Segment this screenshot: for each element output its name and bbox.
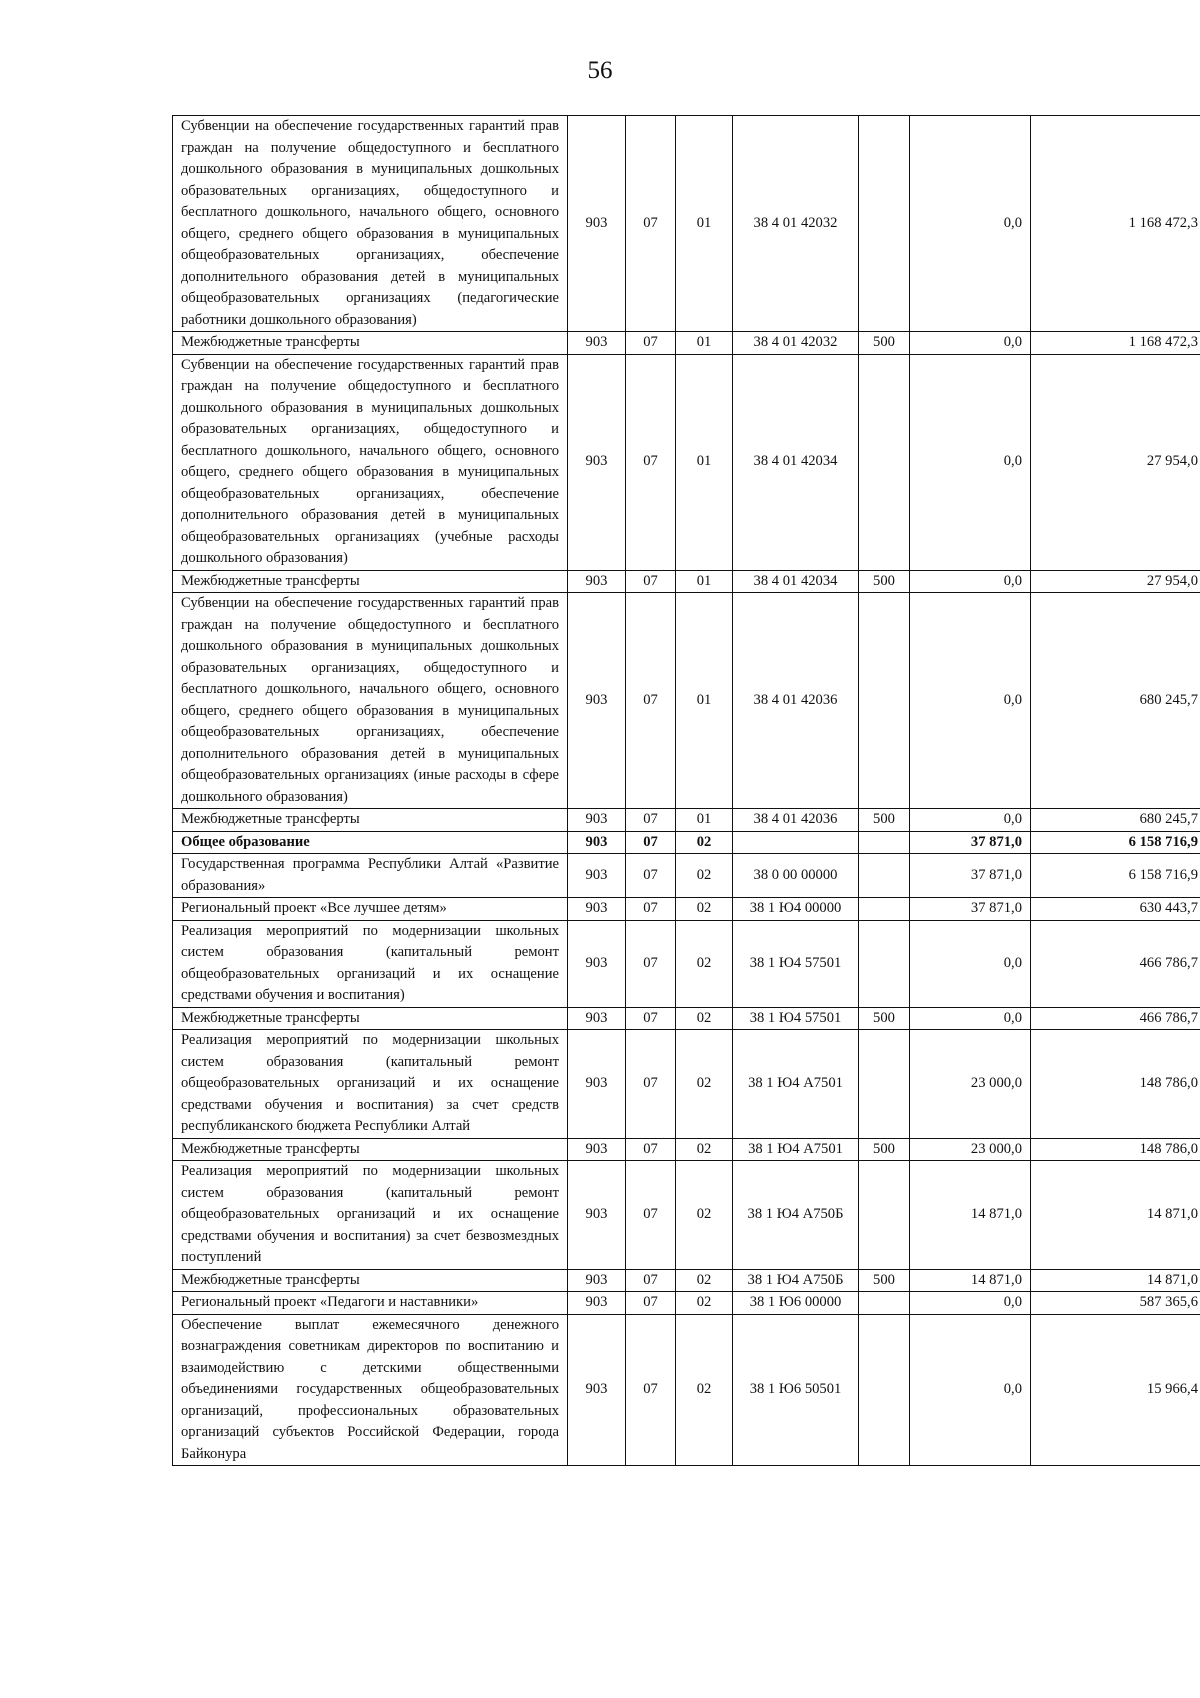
cell-name: Субвенции на обеспечение государственных гарантий прав граждан на получение общедоступного и бесплатного дошкольного образования в муниципальных дошкольных образовательных организациях, общедоступного и бесплатного дошкольного, начального общего, основного общего, среднего общего образования в муниципальных общеобразовательных организациях, обеспечение дополнительного образования детей в муниципальных общеобразовательных организациях (учебные расходы дошкольного образования) — [173, 354, 568, 570]
cell-pr: 02 — [676, 854, 733, 898]
table-row — [173, 116, 1200, 332]
cell-vr — [859, 593, 910, 809]
cell-sum-1: 23 000,0 — [910, 1138, 1031, 1161]
table-row — [173, 1292, 1200, 1315]
cell-rz: 07 — [626, 1161, 676, 1270]
cell-sum-1: 0,0 — [910, 570, 1031, 593]
cell-sum-1: 14 871,0 — [910, 1269, 1031, 1292]
cell-sum-2: 587 365,6 — [1031, 1292, 1200, 1315]
cell-vr: 500 — [859, 1138, 910, 1161]
cell-name: Общее образование — [173, 831, 568, 854]
cell-ved: 903 — [568, 1292, 626, 1315]
cell-csr: 38 1 Ю4 00000 — [733, 898, 859, 921]
cell-vr: 500 — [859, 1007, 910, 1030]
cell-csr: 38 1 Ю4 А7501 — [733, 1138, 859, 1161]
cell-sum-1: 23 000,0 — [910, 1030, 1031, 1139]
cell-sum-2: 6 158 716,9 — [1031, 831, 1200, 854]
cell-name: Реализация мероприятий по модернизации школьных систем образования (капитальный ремонт общеобразовательных организаций и их оснащение средствами обучения и воспитания) — [173, 920, 568, 1007]
cell-sum-1: 0,0 — [910, 116, 1031, 332]
cell-csr: 38 4 01 42036 — [733, 593, 859, 809]
table-row — [173, 831, 1200, 854]
cell-name: Субвенции на обеспечение государственных гарантий прав граждан на получение общедоступного и бесплатного дошкольного образования в муниципальных дошкольных образовательных организациях, общедоступного и бесплатного дошкольного, начального общего, основного общего, среднего общего образования в муниципальных общеобразовательных организациях, обеспечение дополнительного образования детей в муниципальных общеобразовательных организациях (иные расходы в сфере дошкольного образования) — [173, 593, 568, 809]
cell-vr: 500 — [859, 332, 910, 355]
cell-sum-2: 466 786,7 — [1031, 1007, 1200, 1030]
cell-sum-1: 0,0 — [910, 920, 1031, 1007]
cell-sum-1: 14 871,0 — [910, 1161, 1031, 1270]
cell-rz: 07 — [626, 116, 676, 332]
cell-sum-1: 0,0 — [910, 332, 1031, 355]
cell-ved: 903 — [568, 809, 626, 832]
cell-sum-2: 14 871,0 — [1031, 1161, 1200, 1270]
table-row — [173, 1007, 1200, 1030]
cell-csr — [733, 831, 859, 854]
cell-rz: 07 — [626, 593, 676, 809]
cell-rz: 07 — [626, 1007, 676, 1030]
cell-ved: 903 — [568, 1007, 626, 1030]
cell-vr: 500 — [859, 809, 910, 832]
table-row — [173, 332, 1200, 355]
cell-csr: 38 0 00 00000 — [733, 854, 859, 898]
cell-pr: 02 — [676, 1269, 733, 1292]
cell-rz: 07 — [626, 1030, 676, 1139]
cell-sum-2: 14 871,0 — [1031, 1269, 1200, 1292]
cell-name: Обеспечение выплат ежемесячного денежного вознаграждения советникам директоров по воспитанию и взаимодействию с детскими общественными объединениями государственных общеобразовательных организаций, профессиональных образовательных организаций субъектов Российской Федерации, города Байконура — [173, 1314, 568, 1466]
cell-name: Межбюджетные трансферты — [173, 809, 568, 832]
cell-csr: 38 4 01 42034 — [733, 570, 859, 593]
cell-pr: 02 — [676, 831, 733, 854]
table-row — [173, 593, 1200, 809]
cell-csr: 38 4 01 42032 — [733, 116, 859, 332]
cell-sum-2: 148 786,0 — [1031, 1138, 1200, 1161]
cell-sum-2: 27 954,0 — [1031, 570, 1200, 593]
cell-sum-1: 37 871,0 — [910, 854, 1031, 898]
cell-rz: 07 — [626, 920, 676, 1007]
cell-sum-2: 1 168 472,3 — [1031, 332, 1200, 355]
cell-ved: 903 — [568, 854, 626, 898]
cell-sum-1: 37 871,0 — [910, 831, 1031, 854]
cell-csr: 38 4 01 42032 — [733, 332, 859, 355]
cell-name: Реализация мероприятий по модернизации школьных систем образования (капитальный ремонт общеобразовательных организаций и их оснащение средствами обучения и воспитания) за счет безвозмездных поступлений — [173, 1161, 568, 1270]
cell-csr: 38 1 Ю6 50501 — [733, 1314, 859, 1466]
cell-name: Межбюджетные трансферты — [173, 570, 568, 593]
cell-rz: 07 — [626, 1292, 676, 1315]
cell-vr — [859, 854, 910, 898]
cell-rz: 07 — [626, 332, 676, 355]
cell-vr: 500 — [859, 1269, 910, 1292]
cell-pr: 02 — [676, 1138, 733, 1161]
cell-name: Межбюджетные трансферты — [173, 1007, 568, 1030]
cell-pr: 02 — [676, 1030, 733, 1139]
cell-name: Государственная программа Республики Алтай «Развитие образования» — [173, 854, 568, 898]
cell-rz: 07 — [626, 809, 676, 832]
cell-vr — [859, 1314, 910, 1466]
cell-rz: 07 — [626, 1269, 676, 1292]
cell-sum-1: 0,0 — [910, 1292, 1031, 1315]
cell-name: Региональный проект «Все лучшее детям» — [173, 898, 568, 921]
cell-sum-2: 680 245,7 — [1031, 593, 1200, 809]
cell-rz: 07 — [626, 898, 676, 921]
cell-ved: 903 — [568, 593, 626, 809]
cell-vr — [859, 831, 910, 854]
cell-pr: 02 — [676, 898, 733, 921]
cell-pr: 02 — [676, 1007, 733, 1030]
cell-sum-2: 27 954,0 — [1031, 354, 1200, 570]
cell-ved: 903 — [568, 1030, 626, 1139]
cell-ved: 903 — [568, 332, 626, 355]
table-row — [173, 570, 1200, 593]
cell-name: Межбюджетные трансферты — [173, 1269, 568, 1292]
table-row — [173, 898, 1200, 921]
cell-sum-1: 0,0 — [910, 593, 1031, 809]
cell-csr: 38 1 Ю4 57501 — [733, 1007, 859, 1030]
budget-table — [172, 115, 1200, 1466]
cell-rz: 07 — [626, 354, 676, 570]
cell-sum-2: 148 786,0 — [1031, 1030, 1200, 1139]
cell-sum-1: 0,0 — [910, 1007, 1031, 1030]
cell-ved: 903 — [568, 1138, 626, 1161]
cell-ved: 903 — [568, 898, 626, 921]
cell-sum-1: 37 871,0 — [910, 898, 1031, 921]
table-body — [173, 116, 1200, 1466]
cell-csr: 38 1 Ю4 А750Б — [733, 1161, 859, 1270]
table-row — [173, 1161, 1200, 1270]
cell-pr: 01 — [676, 570, 733, 593]
cell-csr: 38 1 Ю4 А7501 — [733, 1030, 859, 1139]
cell-pr: 01 — [676, 593, 733, 809]
cell-csr: 38 1 Ю4 А750Б — [733, 1269, 859, 1292]
cell-ved: 903 — [568, 116, 626, 332]
table-row — [173, 354, 1200, 570]
cell-rz: 07 — [626, 1138, 676, 1161]
cell-ved: 903 — [568, 920, 626, 1007]
cell-sum-1: 0,0 — [910, 1314, 1031, 1466]
table-row — [173, 1269, 1200, 1292]
cell-vr — [859, 1292, 910, 1315]
cell-pr: 01 — [676, 332, 733, 355]
cell-name: Межбюджетные трансферты — [173, 332, 568, 355]
cell-vr — [859, 898, 910, 921]
cell-pr: 02 — [676, 1292, 733, 1315]
cell-csr: 38 1 Ю4 57501 — [733, 920, 859, 1007]
cell-vr — [859, 1030, 910, 1139]
table-row — [173, 1314, 1200, 1466]
table-row — [173, 920, 1200, 1007]
cell-ved: 903 — [568, 570, 626, 593]
cell-sum-2: 1 168 472,3 — [1031, 116, 1200, 332]
cell-vr — [859, 920, 910, 1007]
cell-sum-1: 0,0 — [910, 809, 1031, 832]
cell-ved: 903 — [568, 354, 626, 570]
cell-vr — [859, 354, 910, 570]
cell-rz: 07 — [626, 1314, 676, 1466]
table-row — [173, 1138, 1200, 1161]
cell-name: Реализация мероприятий по модернизации школьных систем образования (капитальный ремонт общеобразовательных организаций и их оснащение средствами обучения и воспитания) за счет средств республиканского бюджета Республики Алтай — [173, 1030, 568, 1139]
cell-csr: 38 4 01 42034 — [733, 354, 859, 570]
cell-ved: 903 — [568, 1161, 626, 1270]
cell-pr: 01 — [676, 809, 733, 832]
cell-ved: 903 — [568, 1314, 626, 1466]
cell-rz: 07 — [626, 854, 676, 898]
cell-csr: 38 1 Ю6 00000 — [733, 1292, 859, 1315]
cell-rz: 07 — [626, 831, 676, 854]
cell-csr: 38 4 01 42036 — [733, 809, 859, 832]
cell-sum-1: 0,0 — [910, 354, 1031, 570]
cell-sum-2: 15 966,4 — [1031, 1314, 1200, 1466]
cell-name: Субвенции на обеспечение государственных гарантий прав граждан на получение общедоступного и бесплатного дошкольного образования в муниципальных дошкольных образовательных организациях, общедоступного и бесплатного дошкольного, начального общего, основного общего, среднего общего образования в муниципальных общеобразовательных организациях, обеспечение дополнительного образования детей в муниципальных общеобразовательных организациях (педагогические работники дошкольного образования) — [173, 116, 568, 332]
cell-ved: 903 — [568, 1269, 626, 1292]
cell-vr: 500 — [859, 570, 910, 593]
table-row — [173, 1030, 1200, 1139]
cell-sum-2: 6 158 716,9 — [1031, 854, 1200, 898]
table-row — [173, 809, 1200, 832]
table-row — [173, 854, 1200, 898]
cell-sum-2: 680 245,7 — [1031, 809, 1200, 832]
cell-rz: 07 — [626, 570, 676, 593]
cell-ved: 903 — [568, 831, 626, 854]
page-number: 56 — [587, 57, 613, 84]
cell-pr: 02 — [676, 1161, 733, 1270]
cell-name: Региональный проект «Педагоги и наставники» — [173, 1292, 568, 1315]
cell-sum-2: 466 786,7 — [1031, 920, 1200, 1007]
cell-vr — [859, 1161, 910, 1270]
cell-pr: 02 — [676, 1314, 733, 1466]
cell-name: Межбюджетные трансферты — [173, 1138, 568, 1161]
cell-pr: 02 — [676, 920, 733, 1007]
cell-pr: 01 — [676, 354, 733, 570]
cell-vr — [859, 116, 910, 332]
cell-sum-2: 630 443,7 — [1031, 898, 1200, 921]
cell-pr: 01 — [676, 116, 733, 332]
